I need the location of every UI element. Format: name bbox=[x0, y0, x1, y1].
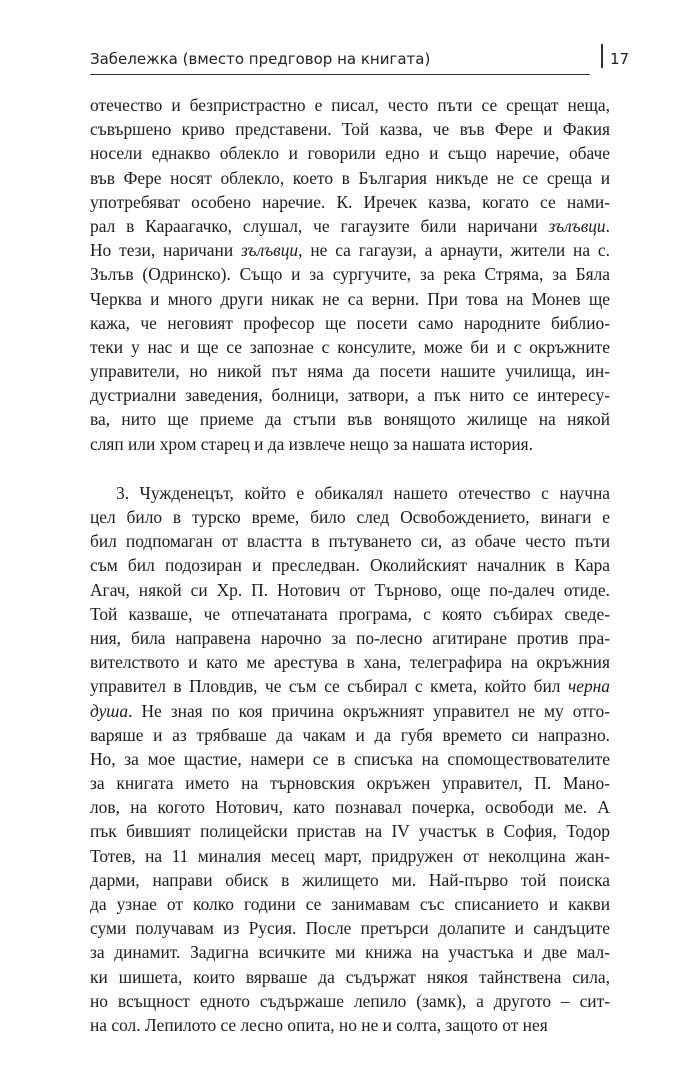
text-line bbox=[90, 117, 610, 141]
text-line bbox=[90, 335, 610, 359]
line-text: , не са гагаузи, а арнаути, жители на с. bbox=[298, 240, 610, 261]
line-text: съм бил подозиран и преследван. Околийският началник в Кара bbox=[90, 555, 610, 576]
text-line bbox=[90, 674, 610, 698]
text-line bbox=[90, 481, 610, 505]
line-text: сляп или хром старец и да извлече нещо за нашата история. bbox=[90, 433, 534, 454]
line-text: да узнае от колко години се занимавам със списанието и какви bbox=[90, 894, 610, 914]
text-line bbox=[90, 868, 610, 892]
text-line bbox=[90, 602, 610, 626]
line-text: дарми, направи обиск в жилището ми. Най-първо той поиска bbox=[90, 869, 610, 890]
line-text: Агач, някой си Хр. П. Нотович от Търново, още по-далеч отиде. bbox=[90, 579, 610, 600]
text-line bbox=[90, 699, 610, 723]
text-line bbox=[90, 723, 610, 747]
text-line bbox=[90, 432, 610, 456]
line-text: вителството и като ме арестува в хана, телеграфира на окръжния bbox=[90, 652, 610, 673]
text-line bbox=[90, 407, 610, 431]
line-text: Но, за мое щастие, намери се в списъка на спомоществователите bbox=[90, 748, 610, 769]
page-number: 17 bbox=[610, 50, 630, 68]
header-separator bbox=[601, 44, 603, 68]
text-line bbox=[90, 771, 610, 795]
italic-term: зълъвци bbox=[240, 240, 299, 261]
line-text: бил подпомаган от властта в пътуването си, аз обаче често пъти bbox=[90, 531, 610, 552]
line-text: . bbox=[605, 215, 610, 236]
line-text: Но тези, наричани bbox=[90, 240, 241, 261]
line-text: пък бившият полицейски пристав на IV участък в София, Тодор bbox=[90, 821, 610, 842]
line-text: ки шишета, които вярваше да съдържат някоя тайнствена сила, bbox=[90, 966, 610, 987]
line-text: дустриални заведения, болници, затвори, а пък нито се интересу- bbox=[90, 385, 610, 406]
line-text: теки у нас и ще се запознае с консулите, може би и с окръжните bbox=[90, 336, 610, 357]
text-line bbox=[90, 892, 610, 916]
text-line bbox=[90, 916, 610, 940]
text-line bbox=[90, 844, 610, 868]
text-line bbox=[90, 989, 610, 1013]
text-line bbox=[90, 650, 610, 674]
line-text: но всъщност едното съдържаше лепило (замк), а другото – сит- bbox=[90, 990, 610, 1011]
line-text: управители, но никой път няма да посети нашите училища, ин- bbox=[90, 361, 610, 382]
italic-term: зълъвци bbox=[548, 215, 606, 236]
text-line bbox=[90, 505, 610, 529]
text-line bbox=[90, 93, 610, 117]
line-text: за динамит. Задигна всичките ми книжа на участъка и две мал- bbox=[90, 942, 610, 963]
line-text: суми получавам из Русия. После претърси долапите и сандъците bbox=[90, 918, 610, 939]
text-line bbox=[90, 383, 610, 407]
text-line bbox=[90, 578, 610, 602]
line-text: Зълъв (Одринско). Също и за сургучите, за река Стряма, за Бяла bbox=[90, 264, 610, 285]
text-line bbox=[90, 190, 610, 214]
line-text: за книгата името на търновския окръжен управител, П. Мано- bbox=[90, 773, 610, 794]
line-text: съвършено криво представени. Той казва, че във Фере и Факия bbox=[90, 119, 610, 140]
italic-term: черна bbox=[567, 676, 610, 697]
line-text: кажа, че неговият професор ще посети само народните библио- bbox=[90, 312, 610, 333]
text-line bbox=[90, 965, 610, 989]
line-text: 3. Чужденецът, който е обикалял нашето отечество с научна bbox=[116, 482, 610, 503]
text-line bbox=[90, 529, 610, 553]
paragraph bbox=[90, 481, 610, 1037]
running-header-title: Забележка (вместо предговор на книгата) bbox=[90, 50, 431, 68]
line-text: варяше и аз трябваше да чакам и да губя времето си напразно. bbox=[90, 724, 610, 745]
line-text: Черква и много други никак не са верни. При това на Монев ще bbox=[90, 288, 610, 309]
text-line bbox=[90, 166, 610, 190]
line-text: . Не зная по коя причина окръжният управител не му отго- bbox=[128, 700, 610, 721]
text-line bbox=[90, 819, 610, 843]
text-line bbox=[90, 940, 610, 964]
line-text: управител в Пловдив, че съм се събирал с кмета, който бил bbox=[90, 676, 568, 697]
line-text: ния, била направена нарочно за по-лесно агитиране против пра- bbox=[90, 627, 610, 648]
line-text: Тотев, на 11 миналия месец март, придружен от неколцина жан- bbox=[90, 845, 610, 866]
line-text: ва, нито ще приеме да стъпи във вонящото жилище на някой bbox=[90, 409, 610, 430]
header-rule bbox=[90, 74, 590, 75]
text-line bbox=[90, 262, 610, 286]
text-line bbox=[90, 626, 610, 650]
line-text: на сол. Лепилото се лесно опита, но не и солта, защото от нея bbox=[90, 1014, 548, 1035]
line-text: носели еднакво облекло и говорили едно и също наречие, обаче bbox=[90, 143, 610, 164]
line-text: Той казваше, че отпечатаната програма, с която събирах сведе- bbox=[90, 603, 610, 624]
line-text: лов, на когото Нотович, като познавал почерка, освободи ме. А bbox=[90, 797, 610, 818]
line-text: цел било в турско време, било след Освобождението, винаги е bbox=[90, 507, 610, 527]
text-line bbox=[90, 359, 610, 383]
text-line bbox=[90, 311, 610, 335]
running-header bbox=[90, 44, 640, 74]
line-text: употребяват особено наречие. К. Иречек казва, когато се нами- bbox=[90, 191, 610, 212]
text-line bbox=[90, 747, 610, 771]
text-line bbox=[90, 214, 610, 238]
body-text bbox=[90, 93, 610, 1037]
italic-term: душа bbox=[90, 700, 129, 721]
line-text: рал в Караагачко, слушал, че гагаузите били наричани bbox=[90, 215, 549, 236]
text-line bbox=[90, 141, 610, 165]
text-line bbox=[90, 553, 610, 577]
line-text: отечество и безпристрастно е писал, често пъти се срещат неща, bbox=[90, 95, 610, 115]
line-text: във Фере носят облекло, което в България никъде не се среща и bbox=[90, 167, 610, 188]
paragraph bbox=[90, 93, 610, 456]
text-line bbox=[90, 795, 610, 819]
text-line bbox=[90, 1013, 610, 1037]
text-line bbox=[90, 238, 610, 262]
text-line bbox=[90, 287, 610, 311]
